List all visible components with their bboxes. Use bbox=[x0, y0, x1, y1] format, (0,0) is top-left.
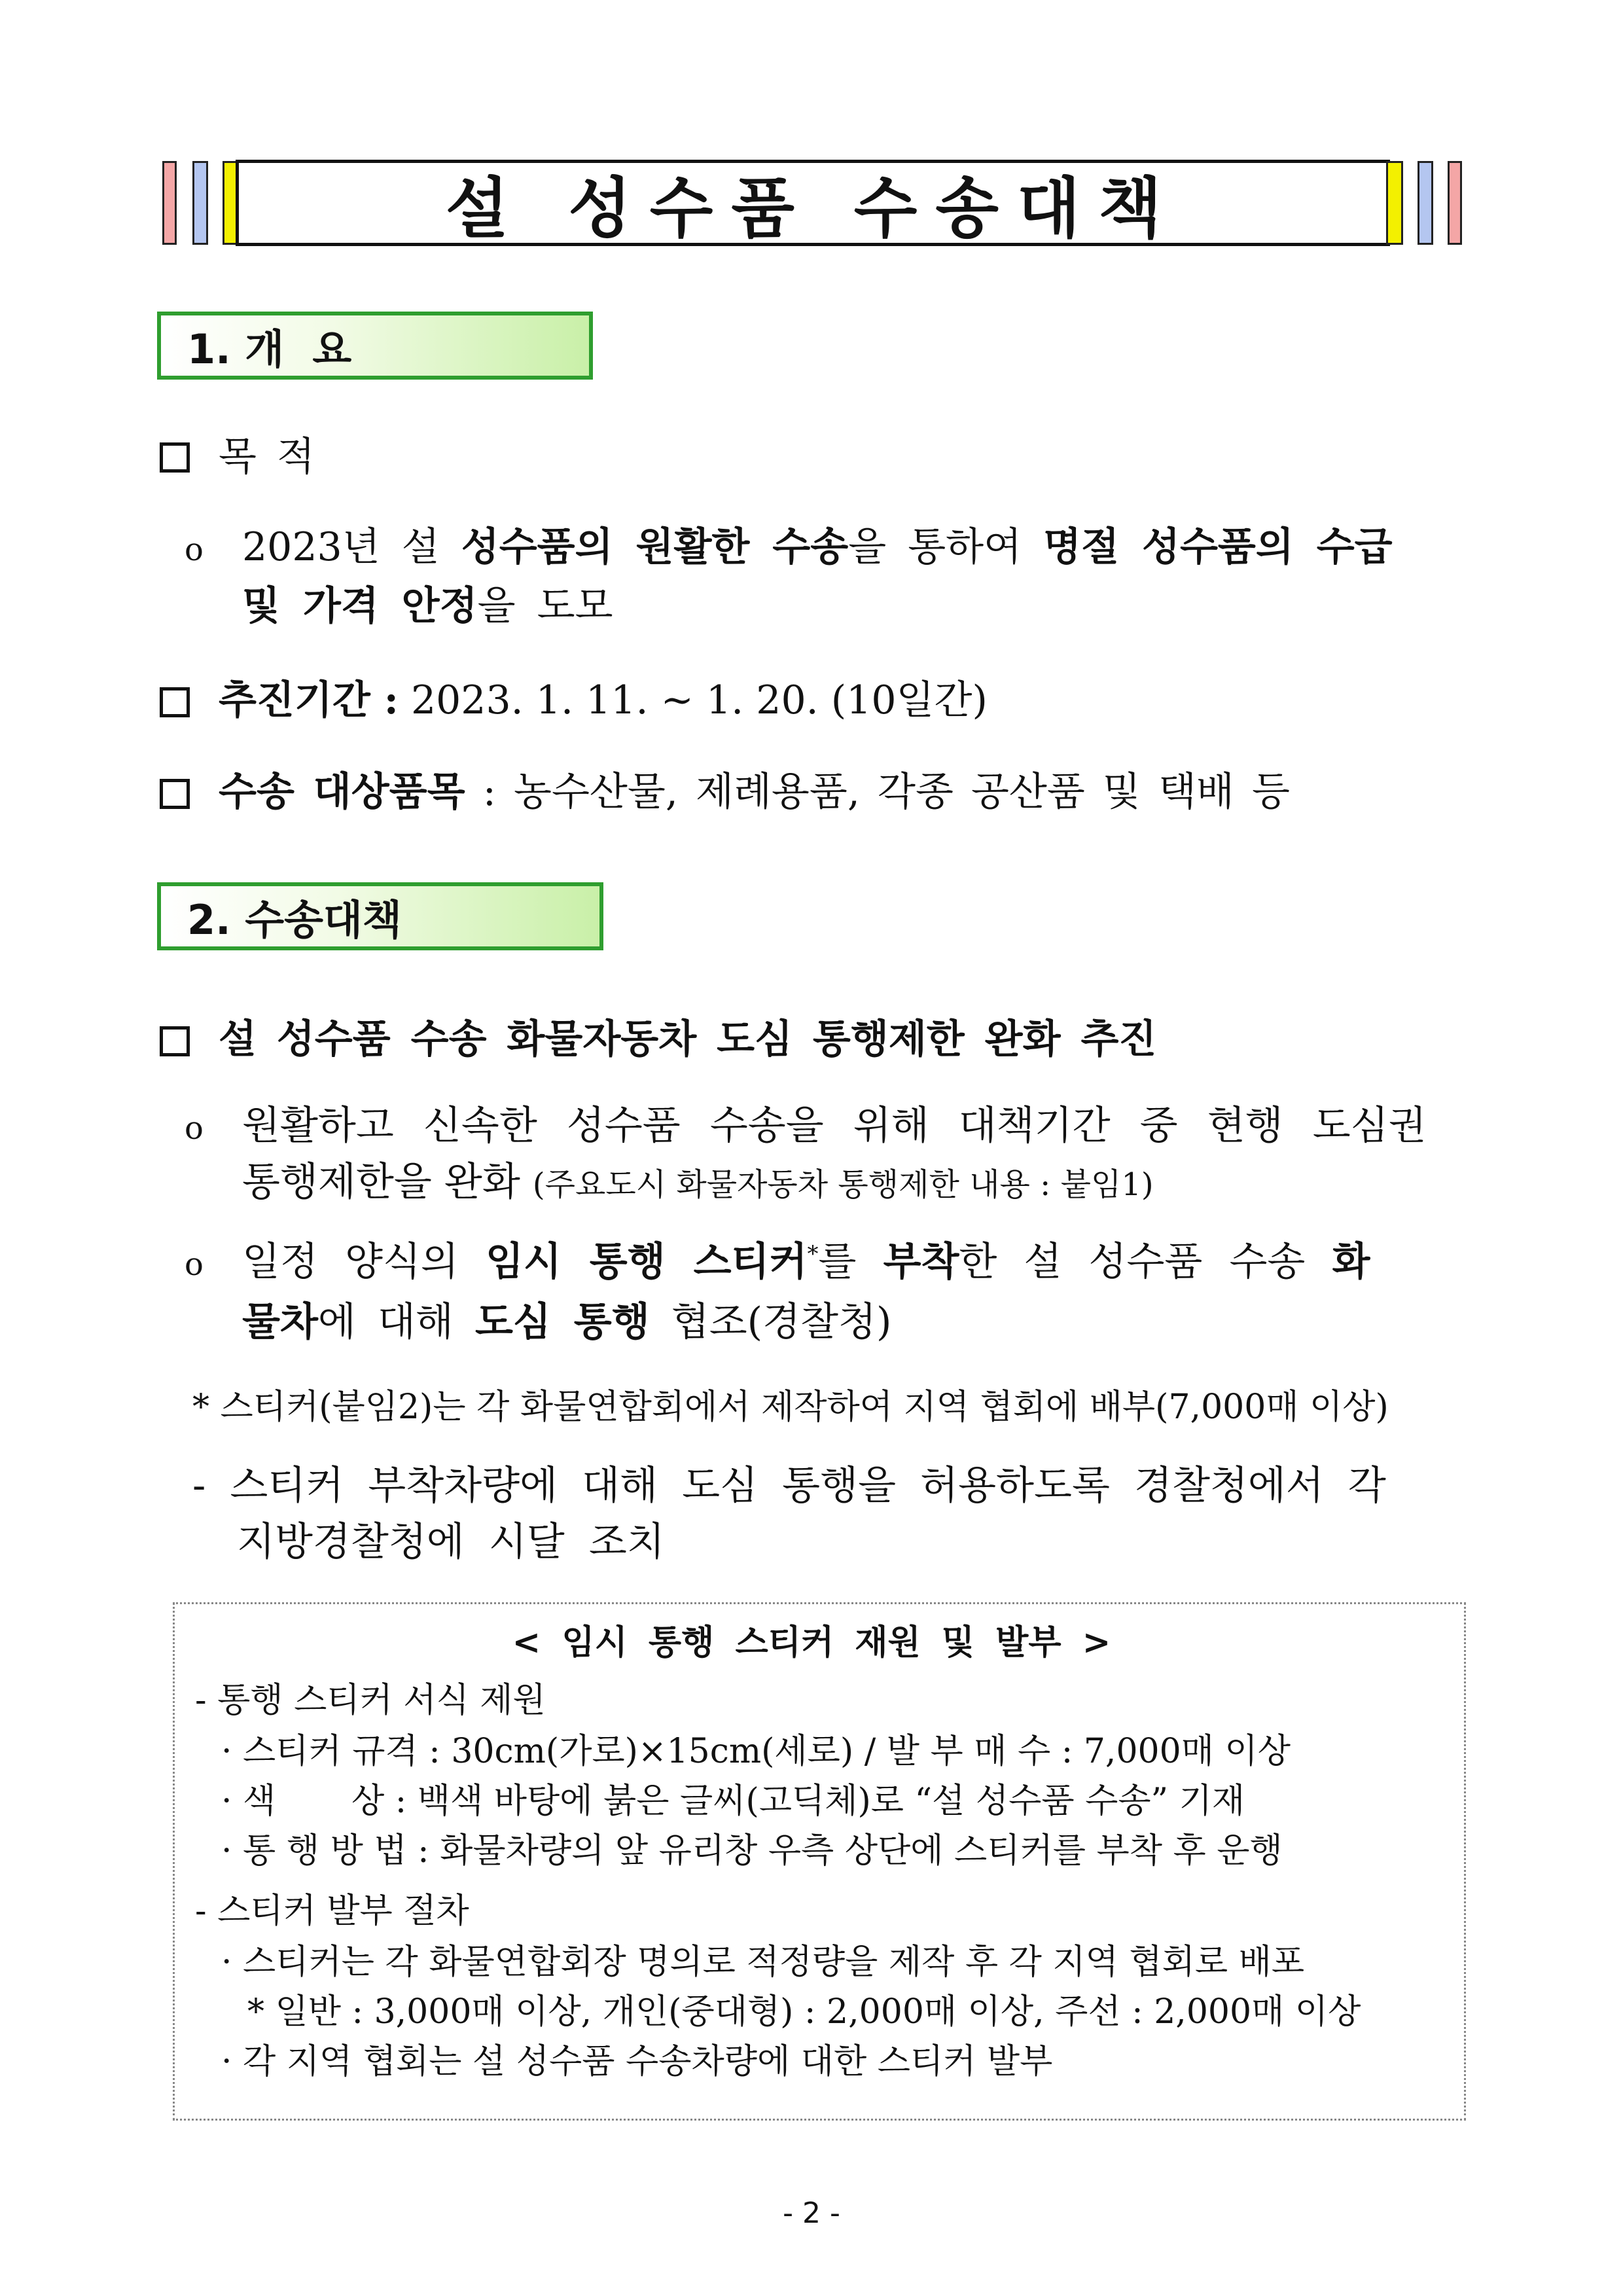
point2-line-1-run-2: * bbox=[807, 1241, 819, 1267]
point2-line-1-run-6: 화 bbox=[1332, 1239, 1370, 1285]
purpose-line-1-run-0: 2023년 설 bbox=[242, 524, 461, 570]
point1-line-2 bbox=[242, 1159, 1154, 1205]
point2-line-1-run-3: 를 bbox=[818, 1239, 883, 1285]
title-banner bbox=[236, 160, 1390, 246]
spec-item-size: · 스티커 규격 : 30cm(가로)×15cm(세로) / 발 부 매 수 : 7,000매 이상 bbox=[221, 1732, 1291, 1771]
dash-line-1: - 스티커 부착차량에 대해 도심 통행을 허용하도록 경찰청에서 각 bbox=[192, 1463, 1386, 1509]
page-number: - 2 - bbox=[783, 2197, 840, 2230]
spec-heading: - 통행 스티커 서식 제원 bbox=[195, 1681, 546, 1720]
decor-bar-pink-right bbox=[1448, 161, 1462, 245]
proc-heading: - 스티커 발부 절차 bbox=[195, 1892, 469, 1931]
point2-line-1-run-4: 부착 bbox=[883, 1239, 959, 1285]
spec-item-color: · 색 상 : 백색 바탕에 붉은 글씨(고딕체)로 “설 성수품 수송” 기재 bbox=[221, 1782, 1245, 1821]
decor-bar-yellow-right bbox=[1386, 161, 1403, 245]
period-row bbox=[219, 677, 988, 723]
spec-item-method: · 통 행 방 법 : 화물차량의 앞 유리창 우측 상단에 스티커를 부착 후 운행 bbox=[221, 1831, 1283, 1871]
checkbox-square-items bbox=[160, 779, 190, 809]
point2-line-1 bbox=[242, 1239, 1370, 1285]
section-1-title: 1. 개 요 bbox=[187, 325, 352, 373]
proc-item-issue: · 각 지역 협회는 설 성수품 수송차량에 대한 스티커 발부 bbox=[221, 2042, 1053, 2081]
bullet-circle-1: o bbox=[185, 531, 204, 568]
proc-item-quantities: * 일반 : 3,000매 이상, 개인(중대형) : 2,000매 이상, 주선 : 2,000매 이상 bbox=[247, 1992, 1361, 2032]
point1-note: (주요도시 화물자동차 통행제한 내용 : 붙임1) bbox=[532, 1166, 1154, 1203]
section-2-title: 2. 수송대책 bbox=[187, 895, 402, 944]
bullet-circle-2: o bbox=[185, 1110, 204, 1147]
purpose-line-1-run-2: 을 통하여 bbox=[848, 524, 1044, 570]
checkbox-square-main bbox=[160, 1026, 190, 1056]
period-value: 2023. 1. 11. ~ 1. 20. (10일간) bbox=[398, 677, 988, 723]
point1-line-1: 원활하고 신속한 성수품 수송을 위해 대책기간 중 현행 도심권 bbox=[242, 1103, 1427, 1149]
purpose-line-2 bbox=[242, 583, 613, 629]
page-title: 설 성수품 수송대책 bbox=[445, 170, 1181, 247]
point2-line-1-run-0: 일정 양식의 bbox=[242, 1239, 486, 1285]
items-value: : 농수산물, 제례용품, 각종 공산품 및 택배 등 bbox=[465, 769, 1290, 815]
point2-line-2-run-3: 협조(경찰청) bbox=[649, 1299, 892, 1345]
section-1-header bbox=[157, 312, 593, 380]
decor-bar-blue-left bbox=[192, 161, 208, 245]
main-measure-label: 설 성수품 수송 화물자동차 도심 통행제한 완화 추진 bbox=[219, 1016, 1157, 1062]
point2-line-1-run-5: 한 설 성수품 수송 bbox=[959, 1239, 1332, 1285]
items-label: 수송 대상품목 bbox=[219, 769, 465, 815]
point2-line-2-run-0: 물차 bbox=[242, 1299, 318, 1345]
checkbox-square-purpose bbox=[160, 442, 190, 473]
items-row bbox=[219, 769, 1290, 815]
point2-line-2-run-2: 도심 통행 bbox=[474, 1299, 650, 1345]
purpose-line-1 bbox=[242, 524, 1393, 570]
purpose-line-1-run-1: 성수품의 원활한 수송 bbox=[461, 524, 849, 570]
point2-line-2-run-1: 에 대해 bbox=[317, 1299, 475, 1345]
point2-line-2 bbox=[242, 1299, 892, 1345]
sticker-box-title: < 임시 통행 스티커 재원 및 발부 > bbox=[512, 1623, 1111, 1662]
decor-bar-blue-right bbox=[1418, 161, 1433, 245]
decor-bar-pink-left bbox=[162, 161, 177, 245]
bullet-circle-3: o bbox=[185, 1246, 204, 1283]
checkbox-square-period bbox=[160, 687, 190, 717]
purpose-label: 목 적 bbox=[219, 434, 319, 480]
point2-line-1-run-1: 임시 통행 스티커 bbox=[485, 1239, 808, 1285]
section-2-header bbox=[157, 882, 603, 950]
period-label: 추진기간 : bbox=[219, 677, 399, 723]
footnote-sticker: * 스티커(붙임2)는 각 화물연합회에서 제작하여 지역 협회에 배부(7,000매 이상) bbox=[192, 1388, 1389, 1427]
dash-line-2: 지방경찰청에 시달 조치 bbox=[237, 1519, 665, 1565]
purpose-line-2-run-0: 및 가격 안정 bbox=[242, 583, 478, 629]
purpose-line-1-run-3: 명절 성수품의 수급 bbox=[1043, 524, 1393, 570]
point1-main: 통행제한을 완화 bbox=[242, 1159, 533, 1205]
purpose-line-2-run-1: 을 도모 bbox=[477, 583, 613, 629]
proc-item-distribute: · 스티커는 각 화물연합회장 명의로 적정량을 제작 후 각 지역 협회로 배포 bbox=[221, 1943, 1305, 1982]
